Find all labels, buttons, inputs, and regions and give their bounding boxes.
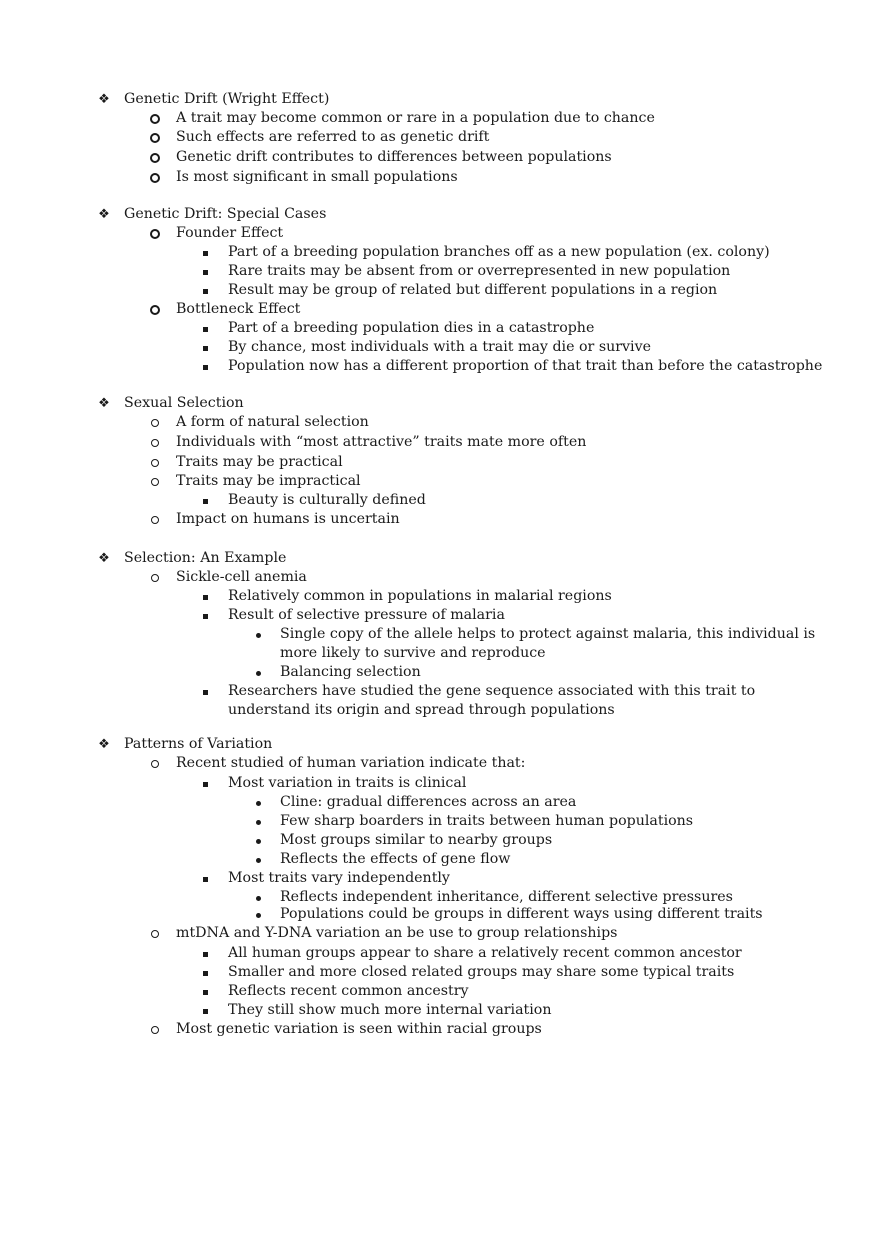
circle-bullet-icon [149,568,161,588]
circle-bullet-icon [149,453,161,473]
ring-bullet-icon [149,109,161,130]
heading-row [0,394,880,413]
list-item: Population now has a different proportion of that trait than before the catastrophe [0,357,880,376]
square-bullet-icon [200,1001,210,1020]
list-item: mtDNA and Y-DNA variation an be use to group relationships [0,924,880,943]
square-bullet-icon [200,262,210,281]
diamond-bullet-icon: ❖ [98,207,110,222]
list-item: Traits may be impractical [0,472,880,491]
list-item: Most groups similar to nearby groups [0,831,880,850]
list-item: Populations could be groups in different ways using different traits [0,905,880,924]
section-patterns-of-variation [0,735,880,1039]
section-heading: Genetic Drift: Special Cases [124,206,327,222]
square-bullet-icon [200,357,210,376]
list-item: Sickle-cell anemia [0,568,880,587]
list-item: Reflects recent common ancestry [0,982,880,1001]
square-bullet-icon [200,319,210,338]
dot-bullet-icon [252,831,264,850]
diamond-bullet-icon: ❖ [98,92,110,107]
circle-bullet-icon [149,472,161,492]
list-item: Reflects independent inheritance, different selective pressures [0,888,880,907]
list-item: Traits may be practical [0,453,880,472]
list-item: Few sharp boarders in traits between human populations [0,812,880,831]
square-bullet-icon [200,243,210,262]
diamond-bullet-icon: ❖ [98,737,110,752]
list-item: Bottleneck Effect [0,300,880,319]
list-item: Result may be group of related but different populations in a region [0,281,880,300]
dot-bullet-icon [252,850,264,869]
circle-bullet-icon [149,924,161,944]
circle-bullet-icon [149,413,161,433]
list-item: Cline: gradual differences across an area [0,793,880,812]
heading-row [0,549,880,568]
ring-bullet-icon [149,300,161,321]
list-item: Such effects are referred to as genetic drift [0,128,880,147]
section-genetic-drift [0,90,880,187]
heading-row [0,735,880,754]
diamond-bullet-icon: ❖ [98,551,110,566]
list-item: All human groups appear to share a relatively recent common ancestor [0,944,880,963]
list-item: Individuals with “most attractive” traits mate more often [0,433,880,452]
heading-row [0,90,880,109]
list-item: A form of natural selection [0,413,880,432]
list-item: Is most significant in small populations [0,168,880,187]
section-heading: Genetic Drift (Wright Effect) [124,91,330,107]
circle-bullet-icon [149,433,161,453]
diamond-bullet-icon: ❖ [98,396,110,411]
ring-bullet-icon [149,148,161,169]
square-bullet-icon [200,963,210,982]
circle-bullet-icon [149,754,161,774]
section-heading: Selection: An Example [124,550,287,566]
list-item: Founder Effect [0,224,880,243]
section-selection-example [0,549,880,720]
dot-bullet-icon [252,663,264,682]
section-heading: Sexual Selection [124,395,244,411]
list-item: They still show much more internal variation [0,1001,880,1020]
square-bullet-icon [200,944,210,963]
heading-row [0,205,880,224]
list-item: A trait may become common or rare in a population due to chance [0,109,880,128]
square-bullet-icon [200,682,210,701]
list-item: Researchers have studied the gene sequence associated with this trait to understand its origin and spread through populations [0,682,880,720]
dot-bullet-icon [252,625,264,644]
list-item: Genetic drift contributes to differences between populations [0,148,880,167]
dot-bullet-icon [252,793,264,812]
ring-bullet-icon [149,168,161,189]
list-item: Single copy of the allele helps to protect against malaria, this individual is more likely to survive and reproduce [0,625,880,663]
ring-bullet-icon [149,224,161,245]
list-item: Smaller and more closed related groups may share some typical traits [0,963,880,982]
square-bullet-icon [200,982,210,1001]
list-item: Most variation in traits is clinical [0,774,880,793]
square-bullet-icon [200,491,210,510]
dot-bullet-icon [252,905,264,924]
list-item: Reflects the effects of gene flow [0,850,880,869]
list-item: Balancing selection [0,663,880,682]
list-item: Part of a breeding population branches off as a new population (ex. colony) [0,243,880,262]
square-bullet-icon [200,281,210,300]
dot-bullet-icon [252,812,264,831]
circle-bullet-icon [149,510,161,530]
list-item: Most traits vary independently [0,869,880,888]
section-sexual-selection [0,394,880,529]
list-item: Most genetic variation is seen within racial groups [0,1020,880,1039]
circle-bullet-icon [149,1020,161,1040]
square-bullet-icon [200,338,210,357]
list-item: Rare traits may be absent from or overrepresented in new population [0,262,880,281]
section-special-cases [0,205,880,376]
ring-bullet-icon [149,128,161,149]
list-item: Relatively common in populations in malarial regions [0,587,880,606]
list-item: Recent studied of human variation indicate that: [0,754,880,773]
square-bullet-icon [200,587,210,606]
square-bullet-icon [200,606,210,625]
list-item: Impact on humans is uncertain [0,510,880,529]
square-bullet-icon [200,774,210,793]
list-item: Result of selective pressure of malaria [0,606,880,625]
list-item: Part of a breeding population dies in a catastrophe [0,319,880,338]
list-item: Beauty is culturally defined [0,491,880,510]
square-bullet-icon [200,869,210,888]
list-item: By chance, most individuals with a trait may die or survive [0,338,880,357]
section-heading: Patterns of Variation [124,736,273,752]
